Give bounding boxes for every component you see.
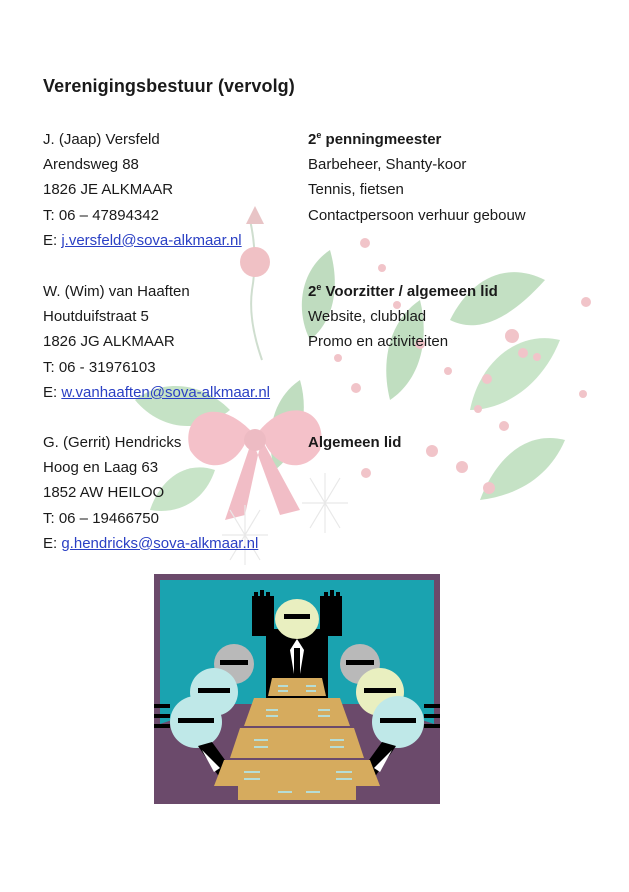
member-block — [43, 279, 603, 405]
member-row — [43, 355, 603, 380]
page-title: Verenigingsbestuur (vervolg) — [43, 76, 295, 96]
member-phone: T: 06 – 47894342 — [43, 206, 159, 224]
member-role: Algemeen lid — [308, 434, 402, 451]
email-prefix: E: — [43, 231, 62, 249]
member-name: G. (Gerrit) Hendricks — [43, 434, 182, 451]
member-name: W. (Wim) van Haaften — [43, 283, 190, 300]
press-conference-clipart — [154, 574, 440, 804]
role-number: 2 — [308, 283, 317, 300]
member-row — [43, 430, 603, 455]
member-name: J. (Jaap) Versfeld — [43, 131, 160, 148]
member-task: Barbeheer, Shanty-koor — [308, 156, 467, 174]
member-task: Tennis, fietsen — [308, 181, 404, 199]
member-phone: T: 06 – 19466750 — [43, 509, 159, 527]
email-link[interactable]: j.versfeld@sova-alkmaar.nl — [61, 231, 242, 249]
member-row — [43, 506, 603, 531]
email-prefix: E: — [43, 534, 62, 552]
member-task: Promo en activiteiten — [308, 333, 449, 351]
member-row — [43, 279, 603, 304]
member-city: 1826 JG ALKMAAR — [43, 333, 175, 351]
member-row — [43, 380, 603, 405]
member-role — [308, 127, 441, 152]
email-prefix: E: — [43, 383, 62, 401]
member-row — [43, 152, 603, 177]
member-row — [43, 203, 603, 228]
member-row — [43, 455, 603, 480]
email-link[interactable]: g.hendricks@sova-alkmaar.nl — [61, 534, 259, 552]
member-task: Contactpersoon verhuur gebouw — [308, 206, 526, 224]
member-row — [43, 329, 603, 354]
member-row — [43, 480, 603, 505]
member-row — [43, 177, 603, 202]
member-street: Arendsweg 88 — [43, 156, 139, 174]
member-email — [43, 380, 270, 405]
role-ordinal: e — [316, 282, 322, 292]
member-role — [308, 279, 498, 304]
role-number: 2 — [308, 131, 317, 148]
member-block — [43, 127, 603, 253]
member-row — [43, 127, 603, 152]
member-city: 1826 JE ALKMAAR — [43, 181, 174, 199]
role-title: penningmeester — [321, 131, 442, 148]
member-block — [43, 430, 603, 556]
member-row — [43, 228, 603, 253]
member-row — [43, 531, 603, 556]
member-row — [43, 304, 603, 329]
role-title: Voorzitter / algemeen lid — [321, 283, 498, 300]
member-street: Hoog en Laag 63 — [43, 459, 159, 477]
member-email — [43, 531, 258, 556]
role-ordinal: e — [316, 130, 322, 140]
member-email — [43, 228, 242, 253]
member-task: Website, clubblad — [308, 308, 427, 326]
member-city: 1852 AW HEILOO — [43, 484, 165, 502]
email-link[interactable]: w.vanhaaften@sova-alkmaar.nl — [61, 383, 271, 401]
member-phone: T: 06 - 31976103 — [43, 358, 156, 376]
member-street: Houtduifstraat 5 — [43, 308, 149, 326]
